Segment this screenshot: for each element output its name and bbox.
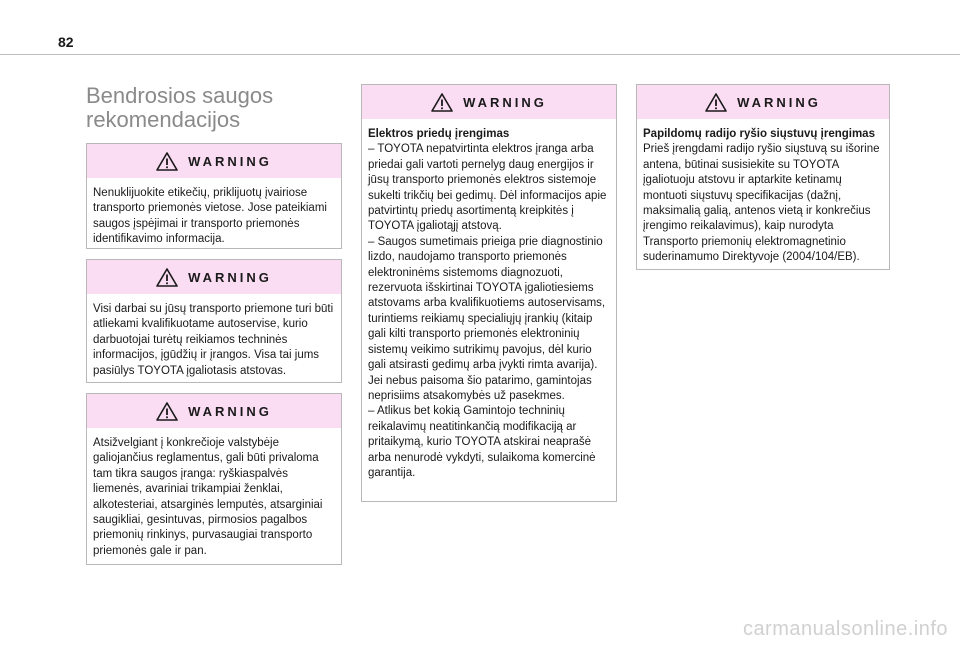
warning-heading: Papildomų radijo ryšio siųstuvų įrengimas bbox=[643, 128, 875, 140]
warning-box-service bbox=[86, 259, 342, 383]
warning-label: WARNING bbox=[737, 94, 821, 110]
warning-body bbox=[87, 178, 341, 248]
warning-header bbox=[87, 394, 341, 428]
warning-text: – Saugos sumetimais prieiga prie diagnostinio lizdo, naudojamo transporto priemonės elektroninėms sistemoms diagnozuoti, rezervuota išskirtinai TOYOTA įgaliotiesiems atstovams arba kvalifikuotiems autoservisams, turintiems reikiamų specialiųjų įrankių (kitaip gali kilti transporto priemonės elektroninių sistemų veikimo sutrikimų pavojus, dėl kurio gali atsirasti gedimų arba įvykti rimta avarija). Jei nebus paisoma šio patarimo, gamintojas neprisiims atsakomybės už pasekmes. bbox=[368, 235, 606, 402]
warning-box-equipment bbox=[86, 393, 342, 565]
warning-body bbox=[362, 119, 616, 481]
warning-text: – Atlikus bet kokią Gamintojo techninių reikalavimų neatitinkančią modifikaciją ar pritaikymą, kurio TOYOTA atskirai neaprašė arba nenurodė vykdyti, sulaikoma komercinė garantija. bbox=[368, 405, 596, 479]
warning-heading: Elektros priedų įrengimas bbox=[368, 128, 510, 140]
warning-label: WARNING bbox=[188, 269, 272, 285]
warning-triangle-icon bbox=[705, 93, 727, 112]
header-divider bbox=[0, 54, 960, 55]
section-title: Bendrosios saugos rekomendacijos bbox=[86, 83, 274, 132]
site-watermark: carmanualsonline.info bbox=[742, 618, 948, 640]
warning-body bbox=[637, 119, 889, 266]
warning-body bbox=[87, 294, 341, 379]
warning-text: Visi darbai su jūsų transporto priemone turi būti atliekami kvalifikuotame autoservise, kurio darbuotojai turėtų reikiamos techninės informacijos, įgūdžių ir įrangos. Visa tai jums pasiūlys TOYOTA įgaliotasis atstovas. bbox=[93, 303, 334, 377]
warning-text: Atsižvelgiant į konkrečioje valstybėje galiojančius reglamentus, gali būti privaloma tam tikra saugos įranga: ryškiaspalvės liemenės, avariniai trikampiai ženklai, alkotesteriai, atsarginės lemputės, atsarginiai saugikliai, gesintuvas, pirmosios pagalbos priemonių rinkinys, purvasaugiai transporto priemonės gale ir pan. bbox=[93, 437, 323, 557]
warning-box-radio bbox=[636, 84, 890, 270]
warning-label: WARNING bbox=[188, 403, 272, 419]
warning-body bbox=[87, 428, 341, 559]
warning-box-labels bbox=[86, 143, 342, 249]
page-number: 82 bbox=[58, 34, 74, 50]
warning-text: Nenuklijuokite etikečių, priklijuotų įvairiose transporto priemonės vietose. Jose pateikiami saugos įspėjimai ir transporto priemonės identifikavimo informacija. bbox=[93, 187, 327, 246]
warning-triangle-icon bbox=[431, 93, 453, 112]
warning-label: WARNING bbox=[188, 153, 272, 169]
warning-label: WARNING bbox=[463, 94, 547, 110]
warning-triangle-icon bbox=[156, 402, 178, 421]
warning-header bbox=[87, 144, 341, 178]
warning-box-electrical bbox=[361, 84, 617, 502]
warning-text: – TOYOTA nepatvirtinta elektros įranga arba priedai gali vartoti pernelyg daug energijos ir jūsų transporto priemonės elektros sistemoje sukelti trikčių bei gedimų. Dėl informacijos apie patvirtintų priedų asortimentą kreipkitės į TOYOTA įgaliotąjį atstovą. bbox=[368, 143, 607, 233]
warning-triangle-icon bbox=[156, 152, 178, 171]
warning-text: Prieš įrengdami radijo ryšio siųstuvą su išorine antena, būtinai susisiekite su TOYOTA įgaliotuoju atstovu ir aptarkite ketinamų montuoti siųstuvų specifikacijas (dažnį, maksimalią galią, antenos vietą ir konkrečius įrengimo reikalavimus), kaip nurodyta Transporto priemonių elektromagnetinio suderinamumo Direktyvoje (2004/104/EB). bbox=[643, 143, 880, 264]
warning-header bbox=[637, 85, 889, 119]
warning-triangle-icon bbox=[156, 268, 178, 287]
warning-header bbox=[87, 260, 341, 294]
warning-header bbox=[362, 85, 616, 119]
